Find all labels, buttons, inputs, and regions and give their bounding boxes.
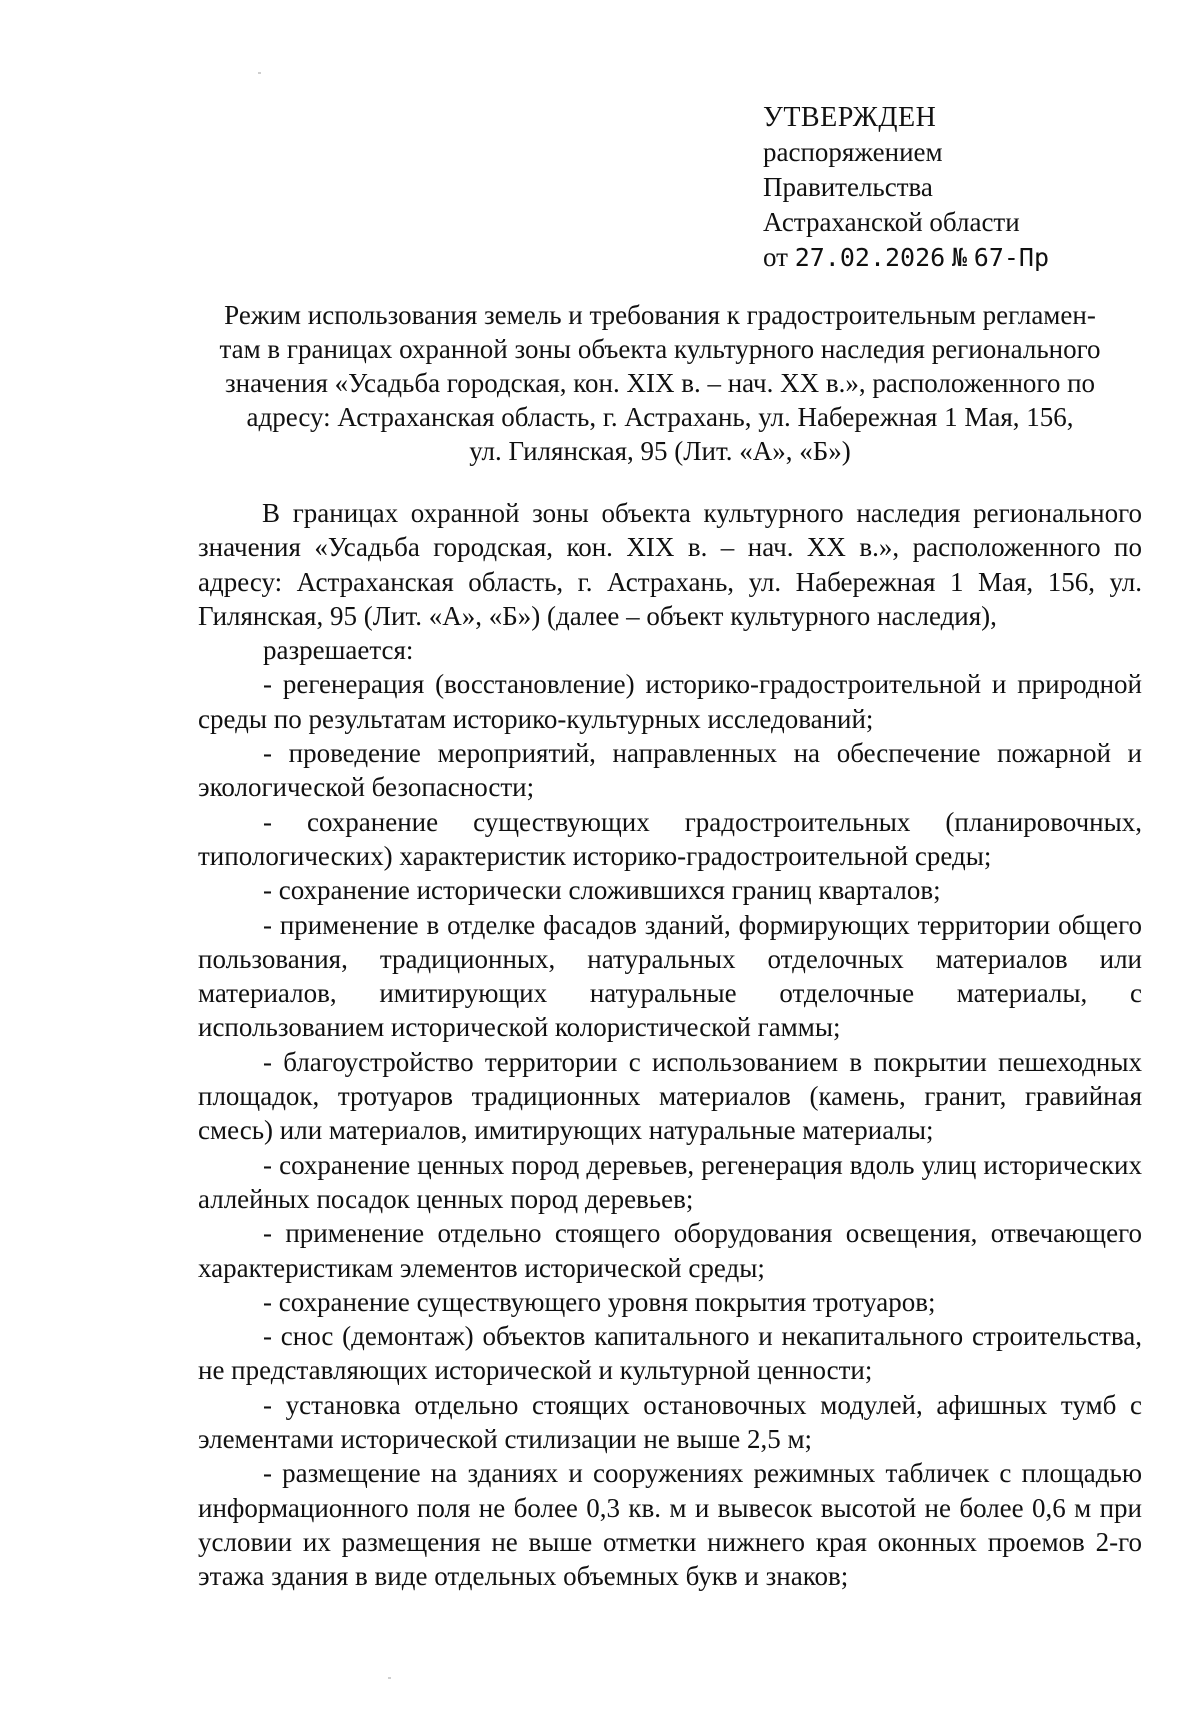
- approval-line: распоряжением: [763, 137, 943, 167]
- scan-speck: [388, 1677, 391, 1679]
- list-item: - размещение на зданиях и сооружениях режимных табличек с площадью информационного поля не более 0,3 кв. м и вывесок высотой не более 0,6 м при условии их размещения не выше отметки нижнего края оконных проемов 2-го этажа здания в виде отдельных объемных букв и знаков;: [198, 1458, 1142, 1592]
- list-item: - установка отдельно стоящих остановочных модулей, афишных тумб с элементами исторической стилизации не выше 2,5 м;: [198, 1389, 1142, 1455]
- approval-date-line: [763, 240, 1049, 275]
- list-item: - регенерация (восстановление) историко-градостроительной и природной среды по результатам историко-культурных исследований;: [198, 669, 1142, 734]
- approval-date: 27.02.2026: [794, 243, 946, 272]
- list-item: - снос (демонтаж) объектов капитального и некапитального строительства, не представляющих исторической и культурной ценности;: [198, 1321, 1142, 1386]
- list-item: - сохранение исторически сложившихся границ кварталов;: [263, 875, 941, 906]
- title-line: Режим использования земель и требования к градостроительным регламен-: [224, 300, 1096, 330]
- approval-block: [763, 100, 1049, 275]
- document-title: [180, 298, 1140, 468]
- list-item: - проведение мероприятий, направленных на обеспечение пожарной и экологической безопасности;: [198, 738, 1142, 803]
- date-prefix: от: [763, 242, 788, 272]
- title-line: адресу: Астраханская область, г. Астрахань, ул. Набережная 1 Мая, 156,: [246, 402, 1074, 432]
- list-item: - применение в отделке фасадов зданий, формирующих территории общего пользования, традиционных, натуральных отделочных материалов или материалов, имитирующих натуральные отделочные материалы, с использованием исторической колористической гаммы;: [198, 909, 1142, 1043]
- intro-paragraph: В границах охранной зоны объекта культурного наследия регионального значения «Усадьба городская, кон. XIX в. – нач. XX в.», расположенного по адресу: Астраханская область, г. Астрахань, ул. Набережная 1 Мая, 156, ул. Гилянская, 95 (Лит. «А», «Б») (далее – объект культурного наследия),: [198, 498, 1142, 631]
- scan-speck: [258, 72, 261, 74]
- title-line: значения «Усадьба городская, кон. XIX в. – нач. XX в.», расположенного по: [224, 368, 1096, 398]
- approval-number: 67-Пр: [973, 243, 1050, 272]
- number-sign: №: [951, 243, 968, 272]
- approval-line: Астраханской области: [763, 207, 1020, 237]
- list-item: - сохранение ценных пород деревьев, регенерация вдоль улиц исторических аллейных посадок ценных пород деревьев;: [198, 1149, 1142, 1214]
- approval-heading: УТВЕРЖДЕН: [763, 102, 937, 133]
- document-body: [198, 496, 1142, 1594]
- list-item: - сохранение существующего уровня покрытия тротуаров;: [263, 1286, 936, 1317]
- list-item: - благоустройство территории с использованием в покрытии пешеходных площадок, тротуаров традиционных материалов (камень, гранит, гравийная смесь) или материалов, имитирующих натуральные материалы;: [198, 1046, 1142, 1146]
- approval-line: Правительства: [763, 172, 933, 202]
- list-item: - применение отдельно стоящего оборудования освещения, отвечающего характеристикам элементов исторической среды;: [198, 1218, 1142, 1283]
- title-line: там в границах охранной зоны объекта культурного наследия регионального: [219, 334, 1101, 364]
- list-item: - сохранение существующих градостроительных (планировочных, типологических) характеристик историко-градостроительной среды;: [198, 806, 1142, 871]
- title-line: ул. Гилянская, 95 (Лит. «А», «Б»): [469, 436, 851, 466]
- permitted-label: разрешается:: [263, 635, 414, 666]
